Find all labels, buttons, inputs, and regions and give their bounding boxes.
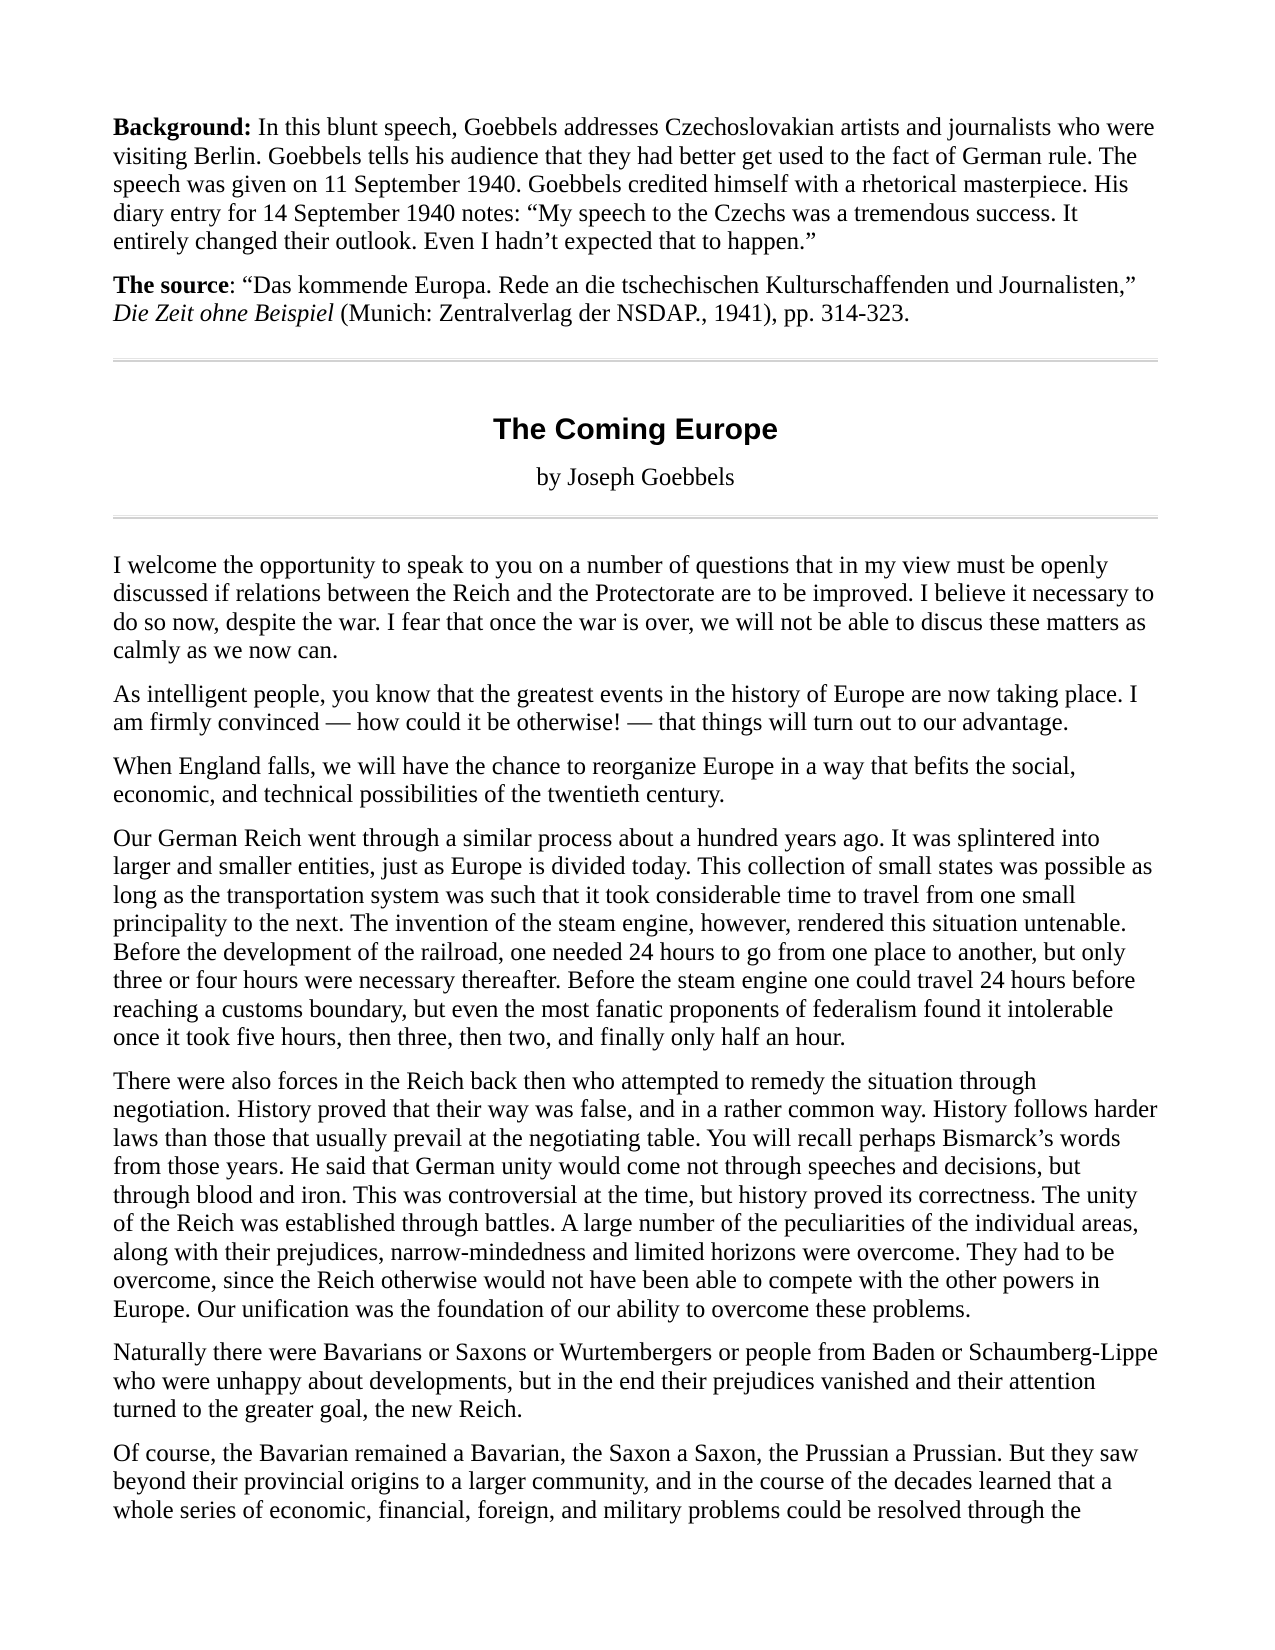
paragraph-2: As intelligent people, you know that the greatest events in the history of Europe are now taking place. I am firmly convinced — how could it be otherwise! — that things will turn out to our advantage.: [113, 680, 1138, 736]
paragraph-7: Of course, the Bavarian remained a Bavarian, the Saxon a Saxon, the Prussian a Prussian. But they saw beyond their provincial origins to a larger community, and in the course of the decades learned that a whole series of economic, financial, foreign, and military problems could be resolved through the: [113, 1439, 1139, 1524]
source-label: The source: [113, 271, 229, 299]
paragraph-1: I welcome the opportunity to speak to you on a number of questions that in my view must be openly discussed if relations between the Reich and the Protectorate are to be improved. I believe it necessary to do so now, despite the war. I fear that once the war is over, we will not be able to discus these matters as calmly as we now can.: [113, 551, 1155, 664]
background-paragraph: [113, 114, 1158, 257]
background-text: In this blunt speech, Goebbels addresses Czechoslovakian artists and journalists who were visiting Berlin. Goebbels tells his audience that they had better get used to the fact of German rule. The speech was given on 11 September 1940. Goebbels credited himself with a rhetorical masterpiece. His diary entry for 14 September 1940 notes: “My speech to the Czechs was a tremendous success. It entirely changed their outlook. Even I hadn’t expected that to happen.”: [113, 114, 1155, 255]
source-publication: (Munich: Zentralverlag der NSDAP., 1941), pp. 314-323.: [334, 300, 910, 327]
source-paragraph: [113, 272, 1158, 329]
source-citation: : “Das kommende Europa. Rede an die tschechischen Kulturschaffenden und Journalisten,”: [228, 271, 1137, 299]
byline: by Joseph Goebbels: [536, 464, 735, 491]
paragraph-6: Naturally there were Bavarians or Saxons or Wurtembergers or people from Baden or Schaumberg-Lippe who were unhappy about developments, but in the end their prejudices vanished and their attention turned to the greater goal, the new Reich.: [113, 1339, 1158, 1423]
source-work-title: Die Zeit ohne Beispiel: [113, 300, 335, 327]
section-divider-bottom: [113, 515, 1158, 519]
paragraph-3: When England falls, we will have the chance to reorganize Europe in a way that befits the social, economic, and technical possibilities of the twentieth century.: [113, 752, 1076, 808]
background-label: Background:: [113, 114, 252, 141]
section-divider-top: [113, 358, 1158, 362]
paragraph-5: There were also forces in the Reich back then who attempted to remedy the situation through negotiation. History proved that their way was false, and in a rather common way. History follows harder laws than those that usually prevail at the negotiating table. You will recall perhaps Bismarck’s words from those years. He said that German unity would come not through speeches and decisions, but through blood and iron. This was controversial at the time, but history proved its correctness. The unity of the Reich was established through battles. A large number of the peculiarities of the individual areas, along with their prejudices, narrow-mindedness and limited horizons were overcome. They had to be overcome, since the Reich otherwise would not have been able to compete with the other powers in Europe. Our unification was the foundation of our ability to overcome these problems.: [113, 1067, 1158, 1323]
article-title: The Coming Europe: [493, 413, 778, 446]
paragraph-4: Our German Reich went through a similar process about a hundred years ago. It was splintered into larger and smaller entities, just as Europe is divided today. This collection of small states was possible as long as the transportation system was such that it took considerable time to travel from one small principality to the next. The invention of the steam engine, however, rendered this situation untenable. Before the development of the railroad, one needed 24 hours to go from one place to another, but only three or four hours were necessary thereafter. Before the steam engine one could travel 24 hours before reaching a customs boundary, but even the most fanatic proponents of federalism found it intolerable once it took five hours, then three, then two, and finally only half an hour.: [113, 824, 1153, 1051]
